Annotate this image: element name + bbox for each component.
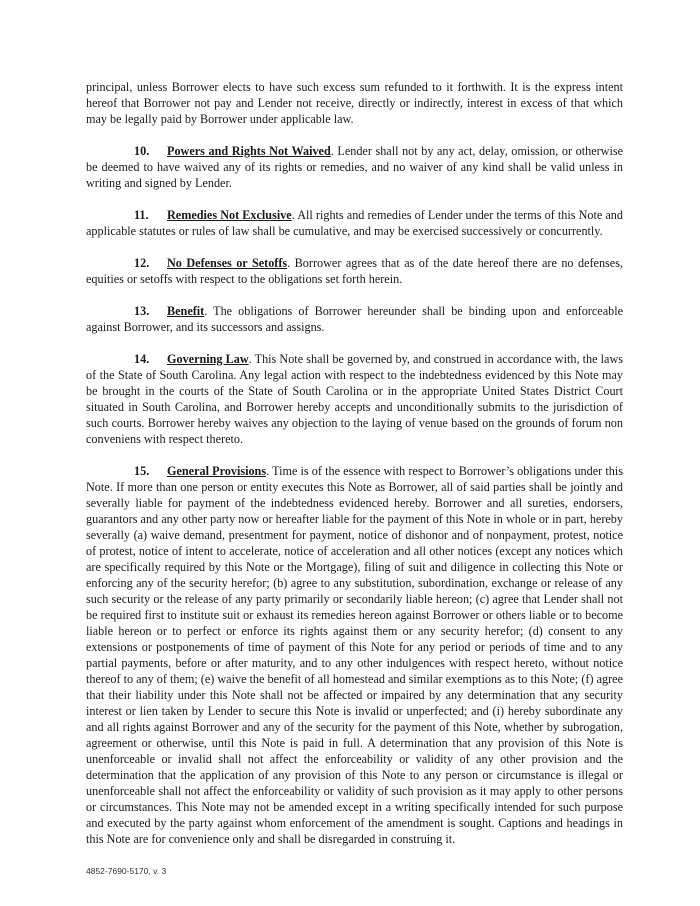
section-text: Lender shall not by any act, delay, omission, or otherwise be deemed to have waived any of its rights or remedies, and no waiver of any kind shall be valid unless in writing and signed by Lender. [86,144,623,190]
document-footer-id: 4852-7690-5170, v. 3 [86,866,167,876]
section-heading: Governing Law [167,352,249,366]
section-heading: Powers and Rights Not Waived [167,144,331,158]
section-number: 14. [134,352,150,366]
section-text: The obligations of Borrower hereunder shall be binding upon and enforceable against Borrower, and its successors and assigns. [86,304,623,334]
section-text: Time is of the essence with respect to Borrower’s obligations under this Note. If more than one person or entity executes this Note as Borrower, all of said parties shall be jointly and severally liable for payment of the indebtedness evidenced hereby. Borrower and all sureties, endorsers, guarantors and any other party now or hereafter liable for the payment of this Note in whole or in part, hereby severally (a) waive demand, presentment for payment, notice of dishonor and of nonpayment, protest, notice of protest, notice of intent to accelerate, notice of acceleration and all other notices (except any notices which are specifically required by this Note or the Mortgage), filing of suit and diligence in collecting this Note or enforcing any of the security herefor; (b) agree to any substitution, subordination, exchange or release of any such security or the release of any party primarily or secondarily liable hereon; (c) agree that Lender shall not be required first to institute suit or exhaust its remedies hereon against Borrower or others liable or to become liable hereon or to perfect or enforce its rights against them or any security herefor; (d) consent to any extensions or postponements of time of payment of this Note for any period or periods of time and to any partial payments, before or after maturity, and to any other indulgences with respect hereto, without notice thereof to any of them; (e) waive the benefit of all homestead and similar exemptions as to this Note; (f) agree that their liability under this Note shall not be affected or impaired by any determination that any security interest or lien taken by Lender to secure this Note is invalid or unperfected; and (i) hereby subordinate any and all rights against Borrower and any of the security for the payment of this Note, whether by subrogation, agreement or otherwise, until this Note is paid in full. A determination that any provision of this Note is unenforceable or invalid shall not affect the enforceability or validity of any other provision and the determination that the application of any provision of this Note to any person or circumstance is illegal or unenforceable shall not affect the enforceability or validity of such provision as it may apply to other persons or circumstances. This Note may not be amended except in a writing specifically intended for such purpose and executed by the party against whom enforcement of the amendment is sought. Captions and headings in this Note are for convenience only and shall be disregarded in construing it. [86,464,623,846]
section-15: 15. General Provisions. Time is of the essence with respect to Borrower’s obligations under this Note. If more than one person or entity executes this Note as Borrower, all of said parties shall be jointly and severally liable for payment of the indebtedness evidenced hereby. Borrower and all sureties, endorsers, guarantors and any other party now or hereafter liable for the payment of this Note in whole or in part, hereby severally (a) waive demand, presentment for payment, notice of dishonor and of nonpayment, protest, notice of protest, notice of intent to accelerate, notice of acceleration and all other notices (except any notices which are specifically required by this Note or the Mortgage), filing of suit and diligence in collecting this Note or enforcing any of the security herefor; (b) agree to any substitution, subordination, exchange or release of any such security or the release of any party primarily or secondarily liable hereon; (c) agree that Lender shall not be required first to institute suit or exhaust its remedies hereon against Borrower or others liable or to become liable hereon or to perfect or enforce its rights against them or any security herefor; (d) consent to any extensions or postponements of time of payment of this Note for any period or periods of time and to any partial payments, before or after maturity, and to any other indulgences with respect hereto, without notice thereof to any of them; (e) waive the benefit of all homestead and similar exemptions as to this Note; (f) agree that their liability under this Note shall not be affected or impaired by any determination that any security interest or lien taken by Lender to secure this Note is invalid or unperfected; and (i) hereby subordinate any and all rights against Borrower and any of the security for the payment of this Note, whether by subrogation, agreement or otherwise, until this Note is paid in full. A determination that any provision of this Note is unenforceable or invalid shall not affect the enforceability or validity of any other provision and the determination that the application of any provision of this Note to any person or circumstance is illegal or unenforceable shall not affect the enforceability or validity of such provision as it may apply to other persons or circumstances. This Note may not be amended except in a writing specifically intended for such purpose and executed by the party against whom enforcement of the amendment is sought. Captions and headings in this Note are for convenience only and shall be disregarded in construing it. [86,464,623,846]
section-heading: General Provisions [167,464,267,478]
section-heading: No Defenses or Setoffs [167,256,288,270]
section-heading: Benefit [167,304,205,318]
document-body [86,79,623,847]
section-10: 10. Powers and Rights Not Waived. Lender shall not by any act, delay, omission, or otherwise be deemed to have waived any of its rights or remedies, and no waiver of any kind shall be valid unless in writing and signed by Lender. [86,144,623,190]
section-number: 15. [134,464,150,478]
section-number: 10. [134,144,150,158]
section-number: 13. [134,304,150,318]
intro-paragraph: principal, unless Borrower elects to have such excess sum refunded to it forthwith. It is the express intent hereof that Borrower not pay and Lender not receive, directly or indirectly, interest in excess of that which may be legally paid by Borrower under applicable law. [86,80,623,126]
section-heading: Remedies Not Exclusive [167,208,292,222]
section-text: This Note shall be governed by, and construed in accordance with, the laws of the State of South Carolina. Any legal action with respect to the indebtedness evidenced by this Note may be brought in the courts of the State of South Carolina or in the appropriate United States District Court situated in South Carolina, and Borrower hereby accepts and unconditionally submits to the jurisdiction of such courts. Borrower hereby waives any objection to the laying of venue based on the grounds of forum non conveniens with respect thereto. [86,352,623,446]
section-text: All rights and remedies of Lender under the terms of this Note and applicable statutes or rules of law shall be cumulative, and may be exercised successively or concurrently. [86,208,623,238]
section-13: 13. Benefit. The obligations of Borrower hereunder shall be binding upon and enforceable against Borrower, and its successors and assigns. [86,304,623,334]
section-11: 11. Remedies Not Exclusive. All rights and remedies of Lender under the terms of this Note and applicable statutes or rules of law shall be cumulative, and may be exercised successively or concurrently. [86,208,623,238]
section-number: 11. [134,208,149,222]
section-number: 12. [134,256,150,270]
section-12: 12. No Defenses or Setoffs. Borrower agrees that as of the date hereof there are no defenses, equities or setoffs with respect to the obligations set forth herein. [86,256,623,286]
section-14: 14. Governing Law. This Note shall be governed by, and construed in accordance with, the laws of the State of South Carolina. Any legal action with respect to the indebtedness evidenced by this Note may be brought in the courts of the State of South Carolina or in the appropriate United States District Court situated in South Carolina, and Borrower hereby accepts and unconditionally submits to the jurisdiction of such courts. Borrower hereby waives any objection to the laying of venue based on the grounds of forum non conveniens with respect thereto. [86,352,623,446]
section-text: Borrower agrees that as of the date hereof there are no defenses, equities or setoffs with respect to the obligations set forth herein. [86,256,623,286]
